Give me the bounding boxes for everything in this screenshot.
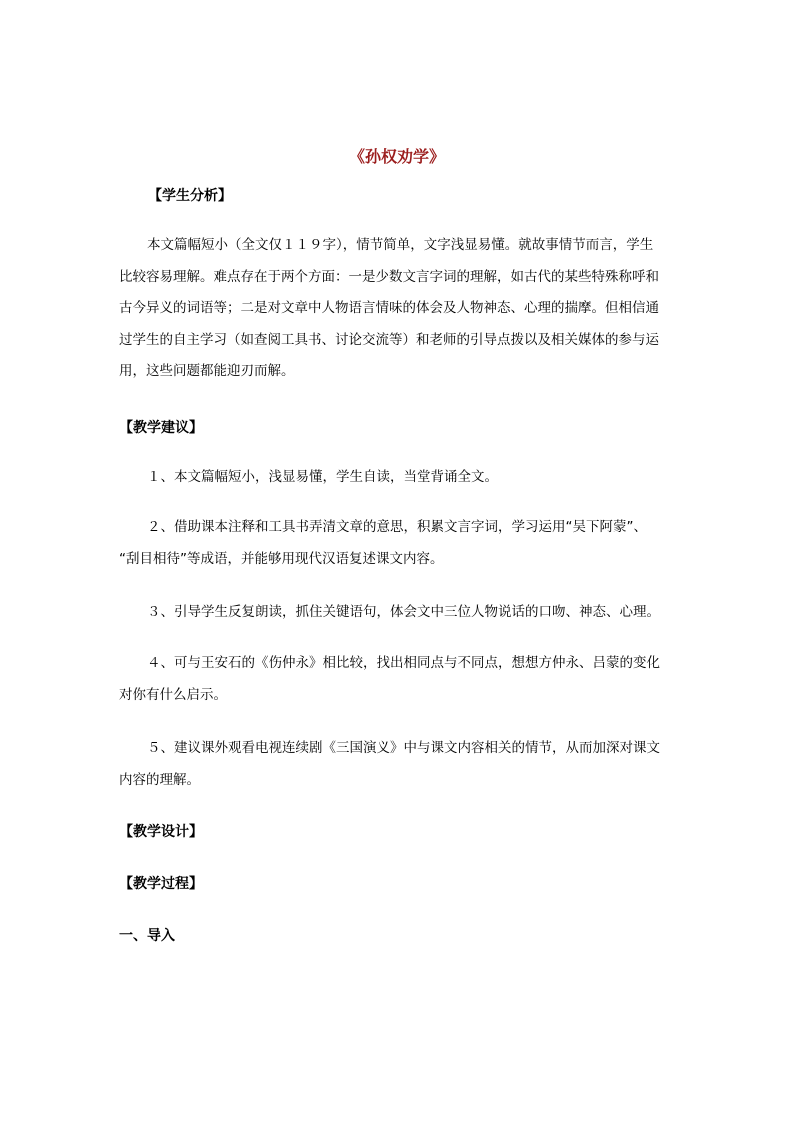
suggestion-item-4 bbox=[119, 648, 677, 711]
suggestion-line: ３、引导学生反复朗读，抓住关键语句，体会文中三位人物说话的口吻、神态、心理。 bbox=[147, 604, 660, 620]
suggestion-line: 对你有什么启示。 bbox=[119, 686, 227, 703]
suggestion-item-1 bbox=[119, 462, 677, 494]
heading-teaching-process: 【教学过程】 bbox=[119, 876, 203, 892]
document-title: 《孙权劝学》 bbox=[348, 147, 445, 166]
paragraph-line: 比较容易理解。难点存在于两个方面：一是少数文言字词的理解，如古代的某些特殊称呼和 bbox=[119, 268, 659, 285]
paragraph-line: 用，这些问题都能迎刃而解。 bbox=[119, 363, 295, 379]
suggestion-line: １、本文篇幅短小，浅显易懂，学生自读，当堂背诵全文。 bbox=[147, 469, 498, 485]
suggestion-item-5 bbox=[119, 733, 677, 796]
heading-teaching-design: 【教学设计】 bbox=[119, 824, 203, 840]
heading-student-analysis: 【学生分析】 bbox=[148, 188, 232, 204]
suggestion-item-3 bbox=[119, 597, 677, 629]
heading-intro: 一、导入 bbox=[119, 928, 175, 944]
heading-teaching-suggestions: 【教学建议】 bbox=[119, 420, 203, 436]
suggestion-line: ４、可与王安石的《伤仲永》相比较，找出相同点与不同点，想想方仲永、吕蒙的变化 bbox=[147, 655, 660, 671]
paragraph-line: 本文篇幅短小（全文仅１１９字），情节简单，文字浅显易懂。就故事情节而言，学生 bbox=[147, 237, 654, 253]
suggestion-item-2 bbox=[119, 512, 677, 575]
suggestion-line: 内容的理解。 bbox=[119, 771, 200, 788]
paragraph-line: 过学生的自主学习（如查阅工具书、讨论交流等）和老师的引导点拨以及相关媒体的参与运 bbox=[119, 331, 659, 348]
suggestion-line: ５、建议课外观看电视连续剧《三国演义》中与课文内容相关的情节，从而加深对课文 bbox=[147, 740, 660, 756]
suggestion-line: ２、借助课本注释和工具书弄清文章的意思，积累文言字词，学习运用“吴下阿蒙”、 bbox=[147, 519, 647, 535]
paragraph-line: 古今异义的词语等；二是对文章中人物语言情味的体会及人物神态、心理的揣摩。但相信通 bbox=[119, 300, 659, 316]
student-analysis-paragraph bbox=[119, 230, 677, 388]
suggestion-line: “刮目相待”等成语，并能够用现代汉语复述课文内容。 bbox=[119, 550, 444, 567]
